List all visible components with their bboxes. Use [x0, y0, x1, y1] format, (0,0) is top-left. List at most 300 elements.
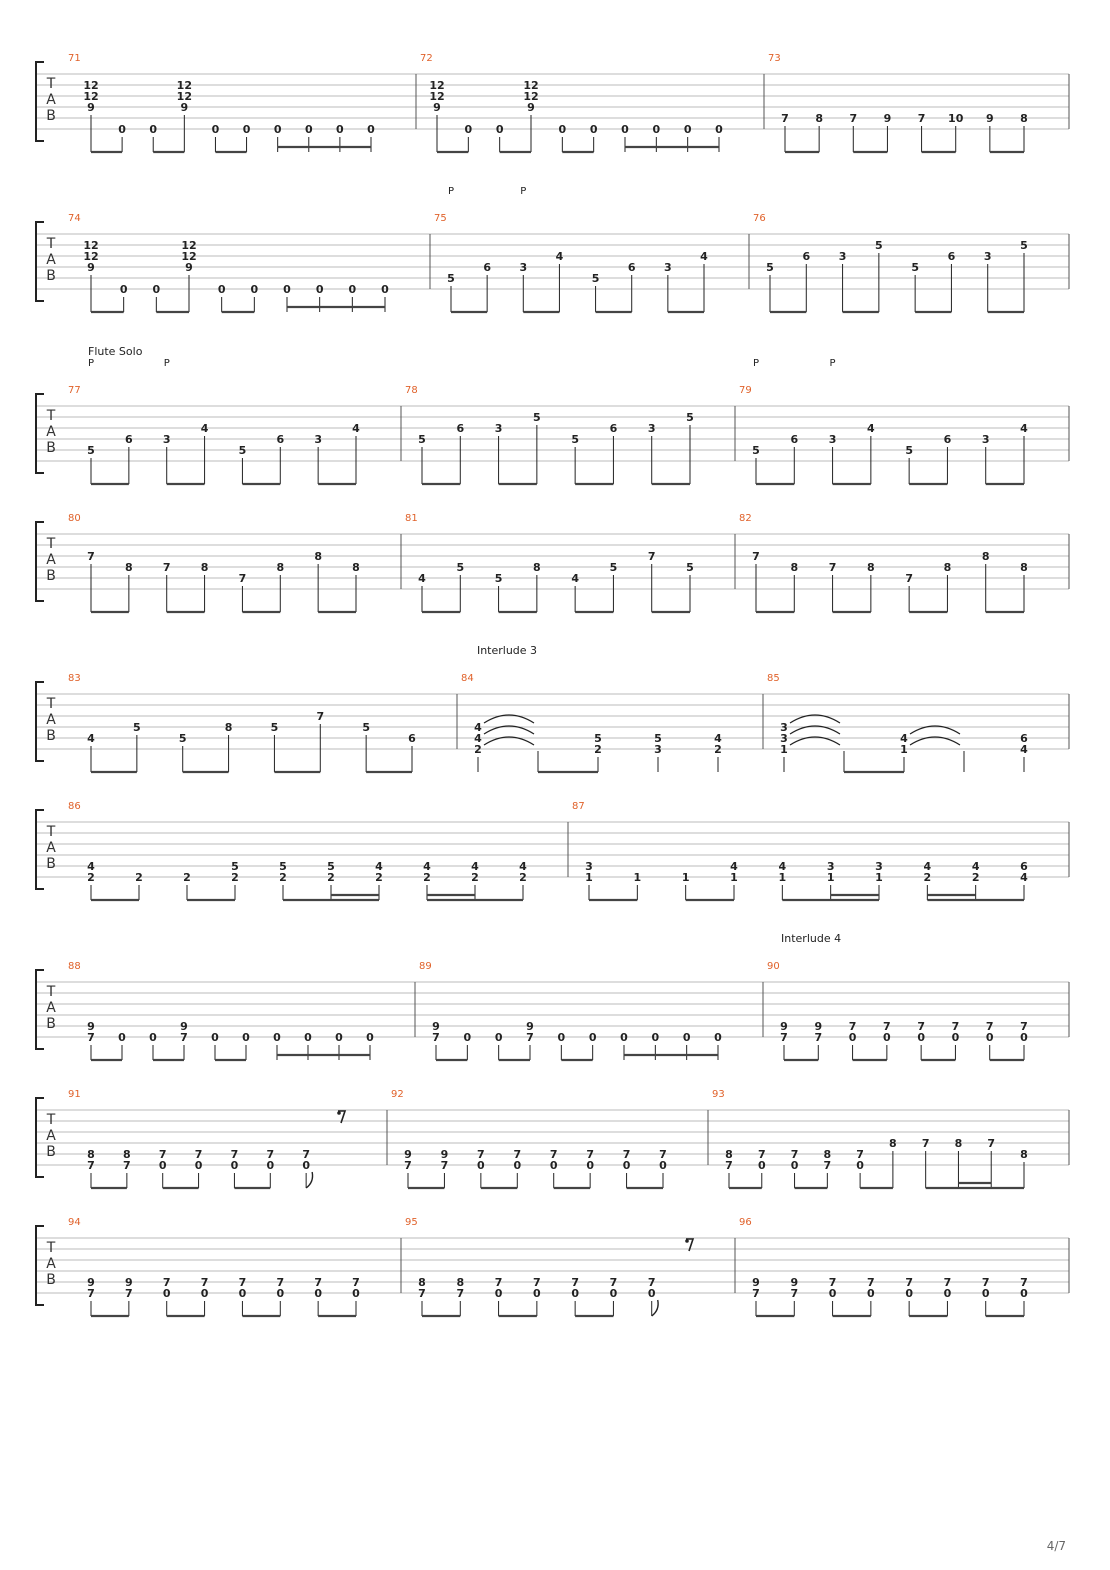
- tab-clef-letter: T: [46, 696, 56, 712]
- tab-clef-letter: T: [46, 536, 56, 552]
- fret-number: 12: [181, 239, 197, 252]
- fret-number: 7: [622, 1148, 631, 1161]
- fret-number: 7: [586, 1148, 594, 1161]
- fret-number: 7: [276, 1276, 285, 1289]
- tab-clef-letter: T: [46, 1112, 56, 1128]
- fret-number: 0: [217, 283, 226, 296]
- fret-number: 7: [266, 1148, 275, 1161]
- fret-number: 7: [1020, 1020, 1028, 1033]
- fret-number: 0: [647, 1287, 656, 1300]
- tab-system: [36, 345, 1069, 484]
- fret-number: 3: [981, 433, 990, 446]
- fret-number: 4: [352, 422, 360, 435]
- fret-number: 12: [429, 79, 445, 92]
- fret-number: 0: [304, 123, 313, 136]
- fret-number: 7: [905, 1276, 913, 1289]
- fret-number: 7: [404, 1159, 412, 1172]
- fret-number: 0: [494, 1287, 503, 1300]
- fret-number: 6: [408, 732, 416, 745]
- fret-number: 0: [230, 1159, 239, 1172]
- fret-number: 0: [314, 1287, 322, 1300]
- fret-number: 7: [230, 1148, 239, 1161]
- fret-number: 6: [456, 422, 465, 435]
- fret-number: 7: [848, 1020, 857, 1033]
- fret-number: 0: [620, 1031, 628, 1044]
- fret-number: 4: [418, 572, 426, 585]
- note-flag: [306, 1172, 312, 1188]
- fret-number: 9: [986, 112, 994, 125]
- fret-number: 1: [730, 871, 738, 884]
- fret-number: 7: [790, 1148, 799, 1161]
- fret-number: 8: [981, 550, 990, 563]
- fret-number: 9: [814, 1020, 823, 1033]
- measure-number: 90: [767, 961, 780, 972]
- picking-mark: P: [163, 358, 170, 369]
- fret-number: 7: [951, 1020, 960, 1033]
- fret-number: 0: [242, 123, 251, 136]
- fret-number: 7: [418, 1287, 426, 1300]
- fret-number: 0: [495, 123, 504, 136]
- fret-number: 5: [533, 411, 541, 424]
- fret-number: 6: [943, 433, 952, 446]
- fret-number: 2: [423, 871, 431, 884]
- fret-number: 6: [483, 261, 491, 274]
- fret-number: 12: [83, 79, 99, 92]
- fret-number: 7: [647, 1276, 656, 1289]
- fret-number: 7: [194, 1148, 203, 1161]
- fret-number: 0: [238, 1287, 247, 1300]
- fret-number: 7: [905, 572, 913, 585]
- fret-number: 9: [433, 101, 441, 114]
- fret-number: 3: [647, 422, 656, 435]
- fret-number: 7: [883, 1020, 891, 1033]
- tab-clef-letter: T: [46, 76, 56, 92]
- fret-number: 0: [194, 1159, 203, 1172]
- fret-number: 5: [654, 732, 662, 745]
- fret-number: 9: [526, 1020, 534, 1033]
- fret-number: 7: [180, 1031, 188, 1044]
- tab-system: [36, 1217, 1069, 1316]
- fret-number: 8: [200, 561, 209, 574]
- tab-clef-letter: A: [46, 424, 56, 440]
- fret-number: 5: [686, 411, 694, 424]
- tab-clef-letter: B: [46, 108, 56, 124]
- measure-number: 76: [753, 213, 766, 224]
- fret-number: 0: [981, 1287, 990, 1300]
- tab-system: [36, 932, 1069, 1060]
- measure-number: 77: [68, 385, 81, 396]
- fret-number: 1: [875, 871, 883, 884]
- fret-number: 7: [314, 1276, 322, 1289]
- fret-number: 5: [571, 433, 579, 446]
- fret-number: 5: [447, 272, 455, 285]
- fret-number: 2: [474, 743, 482, 756]
- fret-number: 0: [352, 1287, 360, 1300]
- tab-clef-letter: T: [46, 984, 56, 1000]
- measure-number: 88: [68, 961, 81, 972]
- fret-number: 6: [1020, 732, 1028, 745]
- fret-number: 1: [778, 871, 787, 884]
- fret-number: 3: [162, 433, 171, 446]
- measure-number: 86: [68, 801, 81, 812]
- fret-number: 5: [133, 721, 141, 734]
- fret-number: 7: [828, 561, 837, 574]
- fret-number: 4: [471, 860, 479, 873]
- fret-number: 4: [519, 860, 527, 873]
- fret-number: 0: [652, 123, 661, 136]
- measure-number: 83: [68, 673, 81, 684]
- fret-number: 0: [609, 1287, 618, 1300]
- fret-number: 4: [200, 422, 209, 435]
- fret-number: 4: [1020, 871, 1028, 884]
- fret-number: 2: [471, 871, 479, 884]
- fret-number: 7: [200, 1276, 209, 1289]
- note-flag: [652, 1300, 658, 1316]
- fret-number: 0: [867, 1287, 875, 1300]
- fret-number: 7: [867, 1276, 875, 1289]
- fret-number: 6: [947, 250, 956, 263]
- fret-number: 9: [780, 1020, 788, 1033]
- fret-number: 4: [867, 422, 875, 435]
- measure-number: 74: [68, 213, 81, 224]
- fret-number: 4: [474, 732, 482, 745]
- tab-clef-letter: B: [46, 728, 56, 744]
- measure-number: 91: [68, 1089, 81, 1100]
- picking-mark: P: [752, 358, 760, 369]
- measure-number: 84: [461, 673, 474, 684]
- fret-number: 8: [889, 1137, 897, 1150]
- fret-number: 7: [513, 1148, 522, 1161]
- fret-number: 1: [681, 871, 690, 884]
- fret-number: 0: [621, 123, 629, 136]
- fret-number: 9: [87, 101, 95, 114]
- tab-clef-letter: B: [46, 856, 56, 872]
- fret-number: 0: [588, 1031, 597, 1044]
- fret-number: 7: [917, 112, 926, 125]
- fret-number: 8: [1020, 1148, 1028, 1161]
- fret-number: 5: [875, 239, 883, 252]
- fret-number: 7: [123, 1159, 131, 1172]
- fret-number: 5: [494, 572, 503, 585]
- tab-clef-letter: A: [46, 1000, 56, 1016]
- tab-clef-letter: T: [46, 236, 56, 252]
- fret-number: 8: [276, 561, 285, 574]
- fret-number: 12: [429, 90, 445, 103]
- fret-number: 7: [87, 1159, 95, 1172]
- measure-number: 94: [68, 1217, 81, 1228]
- fret-number: 0: [589, 123, 598, 136]
- fret-number: 0: [302, 1159, 310, 1172]
- fret-number: 5: [905, 444, 913, 457]
- fret-number: 0: [315, 283, 324, 296]
- measure-number: 89: [419, 961, 432, 972]
- fret-number: 7: [987, 1137, 996, 1150]
- fret-number: 1: [780, 743, 788, 756]
- fret-number: 0: [162, 1287, 171, 1300]
- fret-number: 6: [627, 261, 636, 274]
- fret-number: 5: [609, 561, 618, 574]
- fret-number: 3: [314, 433, 322, 446]
- fret-number: 7: [162, 561, 171, 574]
- fret-number: 1: [826, 871, 835, 884]
- fret-number: 0: [714, 1031, 722, 1044]
- fret-number: 7: [1020, 1276, 1028, 1289]
- fret-number: 5: [1020, 239, 1028, 252]
- measure-number: 79: [739, 385, 752, 396]
- fret-number: 5: [456, 561, 465, 574]
- fret-number: 0: [513, 1159, 522, 1172]
- fret-number: 0: [273, 123, 282, 136]
- fret-number: 4: [700, 250, 708, 263]
- measure-number: 96: [739, 1217, 752, 1228]
- fret-number: 7: [828, 1276, 837, 1289]
- fret-number: 7: [849, 112, 858, 125]
- fret-number: 8: [867, 561, 875, 574]
- measure-number: 87: [572, 801, 585, 812]
- fret-number: 0: [242, 1031, 250, 1044]
- fret-number: 9: [87, 1020, 95, 1033]
- fret-number: 4: [714, 732, 722, 745]
- fret-number: 4: [571, 572, 579, 585]
- fret-number: 7: [752, 1287, 760, 1300]
- fret-number: 5: [752, 444, 760, 457]
- fret-number: 6: [276, 433, 285, 446]
- fret-number: 7: [533, 1276, 541, 1289]
- fret-number: 4: [730, 860, 738, 873]
- fret-number: 8: [314, 550, 322, 563]
- fret-number: 12: [181, 250, 197, 263]
- fret-number: 12: [176, 90, 192, 103]
- fret-number: 0: [477, 1159, 485, 1172]
- fret-number: 7: [790, 1287, 799, 1300]
- fret-number: 7: [477, 1148, 485, 1161]
- fret-number: 7: [162, 1276, 171, 1289]
- picking-mark: P: [447, 186, 455, 197]
- fret-number: 0: [1020, 1287, 1028, 1300]
- fret-number: 7: [571, 1276, 579, 1289]
- tab-clef-letter: B: [46, 440, 56, 456]
- fret-number: 0: [985, 1031, 994, 1044]
- fret-number: 12: [176, 79, 192, 92]
- fret-number: 9: [180, 101, 189, 114]
- fret-number: 0: [715, 123, 723, 136]
- fret-number: 3: [780, 721, 788, 734]
- fret-number: 7: [238, 1276, 247, 1289]
- fret-number: 2: [923, 871, 932, 884]
- fret-number: 0: [790, 1159, 799, 1172]
- fret-number: 7: [158, 1148, 167, 1161]
- fret-number: 9: [87, 1276, 95, 1289]
- fret-number: 0: [1020, 1031, 1028, 1044]
- fret-number: 9: [883, 112, 892, 125]
- fret-number: 4: [423, 860, 431, 873]
- measure-number: 95: [405, 1217, 418, 1228]
- fret-number: 4: [87, 860, 95, 873]
- section-annotation: Interlude 3: [476, 644, 538, 657]
- tab-clef-letter: B: [46, 568, 56, 584]
- fret-number: 0: [586, 1159, 594, 1172]
- fret-number: 0: [943, 1287, 952, 1300]
- fret-number: 3: [585, 860, 593, 873]
- fret-number: 7: [87, 550, 95, 563]
- fret-number: 5: [178, 732, 187, 745]
- fret-number: 3: [875, 860, 883, 873]
- fret-number: 8: [943, 561, 952, 574]
- fret-number: 2: [183, 871, 191, 884]
- fret-number: 12: [523, 79, 539, 92]
- fret-number: 0: [682, 1031, 691, 1044]
- fret-number: 4: [555, 250, 564, 263]
- fret-number: 0: [149, 123, 158, 136]
- fret-number: 9: [87, 261, 95, 274]
- fret-number: 5: [418, 433, 426, 446]
- fret-number: 7: [647, 550, 656, 563]
- fret-number: 0: [659, 1159, 667, 1172]
- tab-system: [36, 53, 1069, 152]
- fret-number: 12: [83, 250, 99, 263]
- fret-number: 8: [725, 1148, 733, 1161]
- fret-number: 8: [418, 1276, 426, 1289]
- tab-clef-letter: A: [46, 252, 56, 268]
- measure-number: 93: [712, 1089, 725, 1100]
- fret-number: 7: [526, 1031, 534, 1044]
- fret-number: 1: [900, 743, 908, 756]
- measure-number: 75: [434, 213, 447, 224]
- fret-number: 4: [900, 732, 908, 745]
- fret-number: 4: [474, 721, 482, 734]
- tab-system: [36, 186, 1069, 312]
- fret-number: 0: [683, 123, 692, 136]
- fret-number: 0: [533, 1287, 541, 1300]
- fret-number: 4: [971, 860, 980, 873]
- fret-number: 2: [135, 871, 143, 884]
- fret-number: 2: [279, 871, 287, 884]
- measure-number: 85: [767, 673, 780, 684]
- fret-number: 7: [316, 710, 325, 723]
- fret-number: 7: [757, 1148, 766, 1161]
- fret-number: 7: [609, 1276, 618, 1289]
- fret-number: 9: [125, 1276, 133, 1289]
- fret-number: 10: [948, 112, 964, 125]
- fret-number: 7: [87, 1031, 95, 1044]
- fret-number: 0: [118, 123, 126, 136]
- fret-number: 9: [432, 1020, 440, 1033]
- fret-number: 2: [231, 871, 239, 884]
- fret-number: 7: [87, 1287, 95, 1300]
- fret-number: 4: [1020, 422, 1028, 435]
- fret-number: 0: [304, 1031, 312, 1044]
- tab-clef-letter: A: [46, 92, 56, 108]
- fret-number: 6: [790, 433, 799, 446]
- fret-number: 8: [1020, 112, 1028, 125]
- tab-clef-letter: T: [46, 824, 56, 840]
- fret-number: 0: [211, 1031, 219, 1044]
- fret-number: 0: [348, 283, 357, 296]
- fret-number: 0: [951, 1031, 960, 1044]
- fret-number: 2: [714, 743, 722, 756]
- fret-number: 0: [276, 1287, 285, 1300]
- fret-number: 7: [125, 1287, 133, 1300]
- fret-number: 4: [778, 860, 787, 873]
- fret-number: 3: [983, 250, 992, 263]
- measure-number: 80: [68, 513, 81, 524]
- fret-number: 2: [87, 871, 95, 884]
- fret-number: 0: [119, 283, 128, 296]
- fret-number: 0: [848, 1031, 857, 1044]
- fret-number: 5: [238, 444, 247, 457]
- fret-number: 7: [781, 112, 789, 125]
- fret-number: 7: [549, 1148, 558, 1161]
- fret-number: 8: [123, 1148, 131, 1161]
- measure-number: 81: [405, 513, 418, 524]
- fret-number: 5: [231, 860, 239, 873]
- tab-clef-letter: A: [46, 1256, 56, 1272]
- tab-clef-letter: B: [46, 1272, 56, 1288]
- section-annotation: Flute Solo: [88, 345, 143, 358]
- fret-number: 2: [594, 743, 602, 756]
- fret-number: 4: [1020, 743, 1028, 756]
- fret-number: 7: [917, 1020, 925, 1033]
- fret-number: 4: [375, 860, 383, 873]
- fret-number: 0: [494, 1031, 503, 1044]
- fret-number: 9: [404, 1148, 412, 1161]
- fret-number: 0: [283, 283, 291, 296]
- fret-number: 0: [571, 1287, 579, 1300]
- fret-number: 6: [609, 422, 618, 435]
- fret-number: 5: [911, 261, 919, 274]
- fret-number: 0: [828, 1287, 837, 1300]
- fret-number: 3: [664, 261, 672, 274]
- fret-number: 0: [463, 1031, 472, 1044]
- fret-number: 0: [366, 1031, 374, 1044]
- fret-number: 0: [211, 123, 220, 136]
- measure-number: 78: [405, 385, 418, 396]
- measure-number: 73: [768, 53, 781, 64]
- fret-number: 9: [752, 1276, 760, 1289]
- fret-number: 8: [790, 561, 799, 574]
- fret-number: 9: [790, 1276, 799, 1289]
- fret-number: 5: [87, 444, 95, 457]
- fret-number: 0: [549, 1159, 558, 1172]
- fret-number: 0: [856, 1159, 864, 1172]
- tab-clef-letter: B: [46, 1144, 56, 1160]
- tab-system: [36, 801, 1069, 900]
- fret-number: 4: [923, 860, 932, 873]
- fret-number: 8: [456, 1276, 465, 1289]
- tab-clef-letter: A: [46, 712, 56, 728]
- fret-number: 0: [883, 1031, 891, 1044]
- fret-number: 5: [594, 732, 602, 745]
- fret-number: 7: [238, 572, 247, 585]
- fret-number: 0: [367, 123, 375, 136]
- picking-mark: P: [87, 358, 95, 369]
- tab-clef-letter: A: [46, 1128, 56, 1144]
- fret-number: 6: [1020, 860, 1028, 873]
- fret-number: 0: [336, 123, 344, 136]
- fret-number: 12: [83, 90, 99, 103]
- fret-number: 5: [686, 561, 694, 574]
- fret-number: 7: [440, 1159, 449, 1172]
- measure-number: 72: [420, 53, 433, 64]
- fret-number: 5: [591, 272, 600, 285]
- picking-mark: P: [520, 186, 527, 197]
- fret-number: 9: [527, 101, 535, 114]
- tab-clef-letter: A: [46, 840, 56, 856]
- fret-number: 8: [224, 721, 233, 734]
- fret-number: 7: [725, 1159, 733, 1172]
- fret-number: 0: [622, 1159, 631, 1172]
- fret-number: 0: [158, 1159, 167, 1172]
